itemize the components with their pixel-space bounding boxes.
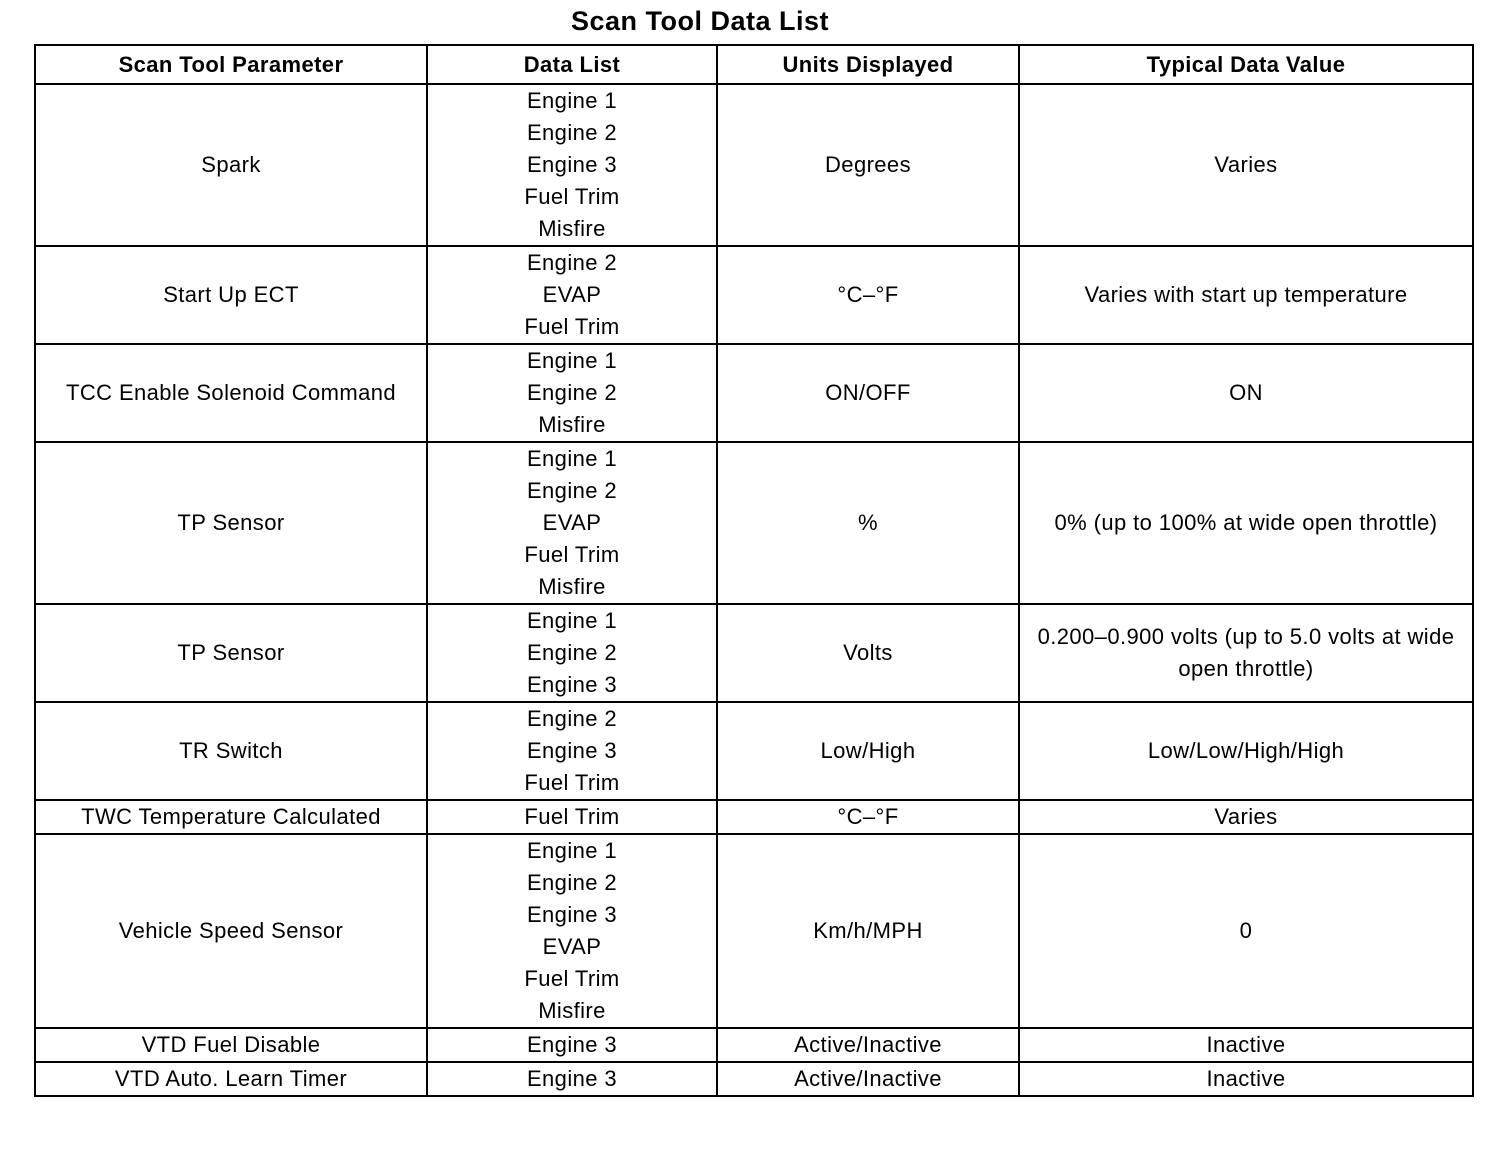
cell-units-displayed: Active/Inactive (717, 1028, 1019, 1062)
table-row (35, 442, 1473, 604)
data-list-item: Engine 2 (526, 870, 618, 895)
data-list-item: EVAP (542, 282, 602, 307)
data-list-item: Engine 1 (526, 446, 618, 471)
cell-typical-data-value: 0.200–0.900 volts (up to 5.0 volts at wide open throttle) (1019, 604, 1473, 702)
cell-units-displayed: Active/Inactive (717, 1062, 1019, 1096)
cell-scan-tool-parameter: TR Switch (35, 702, 427, 800)
cell-data-list (427, 84, 717, 246)
cell-data-list (427, 1062, 717, 1096)
table-row (35, 702, 1473, 800)
data-list-item: Misfire (538, 216, 606, 241)
cell-scan-tool-parameter: TP Sensor (35, 442, 427, 604)
cell-units-displayed: °C–°F (717, 800, 1019, 834)
data-list-item: Misfire (538, 574, 606, 599)
page-title: Scan Tool Data List (570, 6, 830, 36)
table-row (35, 604, 1473, 702)
cell-scan-tool-parameter: TWC Temperature Calculated (35, 800, 427, 834)
cell-typical-data-value: Low/Low/High/High (1019, 702, 1473, 800)
data-list-item: Engine 2 (526, 640, 618, 665)
cell-scan-tool-parameter: Start Up ECT (35, 246, 427, 344)
data-list-item: Engine 3 (526, 672, 618, 697)
header-typical-data-value: Typical Data Value (1019, 45, 1473, 84)
data-list-item: Engine 3 (526, 152, 618, 177)
data-list-item: Misfire (538, 998, 606, 1023)
table-row (35, 1062, 1473, 1096)
table-row (35, 246, 1473, 344)
cell-scan-tool-parameter: TP Sensor (35, 604, 427, 702)
data-list-item: Engine 2 (526, 478, 618, 503)
data-list-item: Fuel Trim (524, 804, 620, 829)
data-list-item: Engine 1 (526, 88, 618, 113)
data-list-item: Engine 1 (526, 838, 618, 863)
table-header-row (35, 45, 1473, 84)
cell-data-list (427, 702, 717, 800)
data-list-item: Engine 3 (526, 902, 618, 927)
data-list-item: Engine 3 (526, 738, 618, 763)
data-list-item: Fuel Trim (524, 314, 620, 339)
cell-data-list (427, 442, 717, 604)
data-list-item: Fuel Trim (524, 966, 620, 991)
cell-scan-tool-parameter: VTD Auto. Learn Timer (35, 1062, 427, 1096)
cell-units-displayed: % (717, 442, 1019, 604)
header-data-list: Data List (427, 45, 717, 84)
cell-typical-data-value: 0 (1019, 834, 1473, 1028)
cell-typical-data-value: Inactive (1019, 1028, 1473, 1062)
table-row (35, 834, 1473, 1028)
data-list-item: Engine 3 (526, 1032, 618, 1057)
cell-typical-data-value: ON (1019, 344, 1473, 442)
cell-data-list (427, 604, 717, 702)
scan-tool-data-table (34, 44, 1474, 1097)
data-list-item: Misfire (538, 412, 606, 437)
cell-data-list (427, 1028, 717, 1062)
cell-scan-tool-parameter: VTD Fuel Disable (35, 1028, 427, 1062)
cell-units-displayed: Degrees (717, 84, 1019, 246)
data-list-item: Engine 2 (526, 380, 618, 405)
cell-units-displayed: Volts (717, 604, 1019, 702)
header-scan-tool-parameter: Scan Tool Parameter (35, 45, 427, 84)
data-list-item: Engine 2 (526, 706, 618, 731)
table-body (35, 84, 1473, 1096)
table-row (35, 1028, 1473, 1062)
cell-data-list (427, 246, 717, 344)
cell-scan-tool-parameter: TCC Enable Solenoid Command (35, 344, 427, 442)
data-list-item: Engine 2 (526, 120, 618, 145)
cell-data-list (427, 834, 717, 1028)
cell-units-displayed: Km/h/MPH (717, 834, 1019, 1028)
data-list-item: Engine 1 (526, 608, 618, 633)
cell-data-list (427, 800, 717, 834)
header-units-displayed: Units Displayed (717, 45, 1019, 84)
data-list-item: Engine 2 (526, 250, 618, 275)
cell-scan-tool-parameter: Spark (35, 84, 427, 246)
cell-typical-data-value: Varies (1019, 84, 1473, 246)
cell-units-displayed: °C–°F (717, 246, 1019, 344)
table-row (35, 84, 1473, 246)
data-list-item: Engine 1 (526, 348, 618, 373)
cell-units-displayed: Low/High (717, 702, 1019, 800)
table-row (35, 344, 1473, 442)
cell-typical-data-value: Varies (1019, 800, 1473, 834)
cell-typical-data-value: Inactive (1019, 1062, 1473, 1096)
cell-typical-data-value: 0% (up to 100% at wide open throttle) (1019, 442, 1473, 604)
cell-typical-data-value: Varies with start up temperature (1019, 246, 1473, 344)
table-row (35, 800, 1473, 834)
data-list-item: EVAP (542, 510, 602, 535)
cell-data-list (427, 344, 717, 442)
data-list-item: Engine 3 (526, 1066, 618, 1091)
cell-scan-tool-parameter: Vehicle Speed Sensor (35, 834, 427, 1028)
data-list-item: Fuel Trim (524, 184, 620, 209)
data-list-item: Fuel Trim (524, 542, 620, 567)
data-list-item: Fuel Trim (524, 770, 620, 795)
cell-units-displayed: ON/OFF (717, 344, 1019, 442)
data-list-item: EVAP (542, 934, 602, 959)
